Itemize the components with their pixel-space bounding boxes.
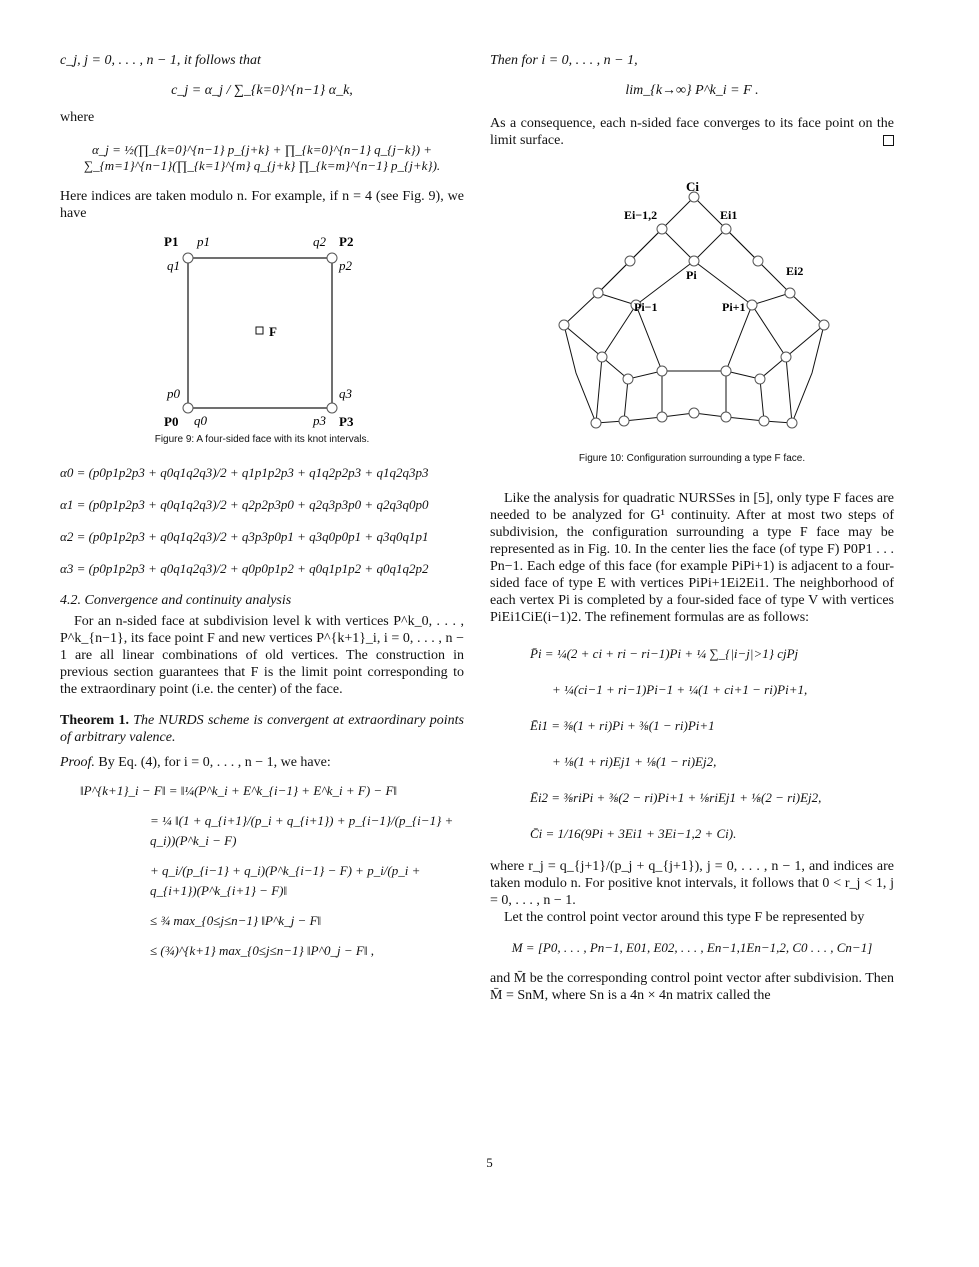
label-Ei2: Ei2 <box>786 264 804 278</box>
theorem-text: The NURDS scheme is convergent at extraordinary points of arbitrary valence. <box>60 713 464 745</box>
right-column <box>490 52 894 1004</box>
label-Pi: Pi <box>686 268 697 282</box>
theorem <box>60 712 464 746</box>
label-P3: P3 <box>339 414 354 428</box>
label-q0: q0 <box>194 413 207 428</box>
proof-eq-2: + q_i/(p_{i−1} + q_i)(P^k_{i−1} − F) + p_i/(p_i + q_{i+1})(P^k_{i+1} − F)‖ <box>150 863 421 898</box>
label-F: F <box>269 324 277 339</box>
figure-10-caption: Figure 10: Configuration surrounding a type F face. <box>578 453 806 464</box>
proof-eq-1: = ¼ ‖(1 + q_{i+1}/(p_i + q_{i+1}) + p_{i−1}/(p_{i−1} + q_i))(P^k_i − F) <box>150 813 454 848</box>
theorem-label: Theorem 1. <box>60 713 129 728</box>
intro-line: c_j, j = 0, . . . , n − 1, it follows that <box>60 53 261 68</box>
limit-equation: lim_{k→∞} P^k_i = F . <box>625 83 759 98</box>
refine-eq-2: Ēi1 = ⅜(1 + ri)Pi + ⅜(1 − ri)Pi+1 <box>530 718 715 733</box>
alpha-eq-0: α0 = (p0p1p2p3 + q0q1q2q3)/2 + q1p1p2p3 + q1q2p2p3 + q1q2q3p3 <box>60 465 429 480</box>
analysis-paragraph: Like the analysis for quadratic NURSSes in [5], only type F faces are needed to be analyzed for G¹ continuity. After at most two steps of subdivision, the configuration surrounding a type F face may be represented as in Fig. 10. In the center lies the face (of type F) P0P1 . . . Pn−1. Each edge of this face (for example PiPi+1) is adjacent to a four-sided face of type E with vertices PiPi+1Ei2Ei1. The neighborhood of each vertex Pi is completed by a four-sided face of type V with vertices PiEi1CiE(i−1)2. The refinement formulas are as follows: <box>490 491 894 625</box>
qed-box <box>883 135 894 146</box>
label-Ci: Ci <box>686 179 699 194</box>
then-text: Then for i = 0, . . . , n − 1, <box>490 53 638 68</box>
proof-label: Proof. <box>60 755 95 770</box>
refine-eq-5: C̄i = 1/16(9Pi + 3Ei1 + 3Ei−1,2 + Ci). <box>530 826 737 841</box>
label-Ei12: Ei−1,2 <box>624 208 658 222</box>
equation-cj: c_j = α_j / ∑_{k=0}^{n−1} α_k, <box>171 83 353 98</box>
section-paragraph: For an n-sided face at subdivision level k with vertices P^k_0, . . . , P^k_{n−1}, its face point F and new vertices P^{k+1}_i, i = 0, . . . , n − 1 are all linear combinations of old vertices. The construction in previous section guarantees that F is the limit point corresponding to the extraordinary point (i.e. the center) of the face. <box>60 614 464 697</box>
label-p1: p1 <box>197 234 210 249</box>
where-text: where <box>60 110 95 125</box>
left-column <box>60 52 464 969</box>
proof-eq-0: ‖P^{k+1}_i − F‖ = ‖¼(P^k_i + E^k_{i−1} + E^k_i + F) − F‖ <box>80 783 398 798</box>
proof-equations <box>60 781 464 961</box>
M-equation: M = [P0, . . . , Pn−1, E01, E02, . . . , En−1,1En−1,2, C0 . . . , Cn−1] <box>511 940 873 955</box>
label-Pim1: Pi−1 <box>634 300 658 314</box>
label-P1: P1 <box>164 234 179 249</box>
consequence-span: As a consequence, each n-sided face converges to its face point on the limit surface. <box>490 116 894 148</box>
modulo-text: Here indices are taken modulo n. For example, if n = 4 (see Fig. 9), we have <box>60 189 464 221</box>
label-q2: q2 <box>313 234 326 249</box>
refine-eq-4: Ēi2 = ⅜riPi + ⅜(2 − ri)Pi+1 + ⅛riEj1 + ⅛(2 − ri)Ej2, <box>530 790 822 805</box>
refine-eq-0: P̄i = ¼(2 + ci + ri − ri−1)Pi + ¼ ∑_{|i−j|>1} cjPj <box>530 646 799 661</box>
consequence-text <box>490 115 894 149</box>
refine-eq-3: + ⅛(1 + ri)Ej1 + ⅛(1 − ri)Ej2, <box>552 754 717 769</box>
figure-10 <box>490 177 894 447</box>
final-paragraph: and M̄ be the corresponding control point vector after subdivision. Then M̄ = SnM, where Sn is a 4n × 4n matrix called the <box>490 971 894 1003</box>
label-p2: p2 <box>339 258 352 273</box>
proof-eq-3: ≤ ¾ max_{0≤j≤n−1} ‖P^k_j − F‖ <box>150 913 322 928</box>
label-p3: p3 <box>313 413 326 428</box>
label-P0: P0 <box>164 414 179 428</box>
alpha-eq-2: α2 = (p0p1p2p3 + q0q1q2q3)/2 + q3p3p0p1 + q3q0p0p1 + q3q0q1p1 <box>60 529 429 544</box>
alpha-equations <box>60 463 464 579</box>
label-q3: q3 <box>339 386 352 401</box>
where-rj-paragraph: where r_j = q_{j+1}/(p_j + q_{j+1}), j = 0, . . . , n − 1, and indices are taken modulo n. For positive knot intervals, it follows that 0 < r_j < 1, j = 0, . . . , n − 1. <box>490 859 894 908</box>
label-p0: p0 <box>167 386 180 401</box>
label-Ei1: Ei1 <box>720 208 738 222</box>
section-heading: 4.2. Convergence and continuity analysis <box>60 593 292 608</box>
proof-intro <box>60 754 464 771</box>
alpha-eq-3: α3 = (p0p1p2p3 + q0q1q2q3)/2 + q0p0p1p2 + q0q1p1p2 + q0q1q2p2 <box>60 561 429 576</box>
proof-eq-4: ≤ (¾)^{k+1} max_{0≤j≤n−1} ‖P^0_j − F‖ , <box>150 943 374 958</box>
proof-text: By Eq. (4), for i = 0, . . . , n − 1, we have: <box>98 755 331 770</box>
refinement-equations <box>490 644 894 844</box>
figure-9 <box>60 228 464 428</box>
page-number: 5 <box>486 1155 493 1170</box>
alpha-eq-1: α1 = (p0p1p2p3 + q0q1q2q3)/2 + q2p2p3p0 + q2q3p3p0 + q2q3q0p0 <box>60 497 429 512</box>
label-P2: P2 <box>339 234 354 249</box>
equation-alpha: α_j = ½(∏_{k=0}^{n−1} p_{j+k} + ∏_{k=0}^{n−1} q_{j−k}) + ∑_{m=1}^{n−1}(∏_{k=1}^{m} q_{j+k} ∏_{k=m}^{n−1} p_{j+k}). <box>83 142 441 173</box>
figure-9-caption: Figure 9: A four-sided face with its knot intervals. <box>154 434 370 445</box>
label-q1: q1 <box>167 258 180 273</box>
label-Pip1: Pi+1 <box>722 300 746 314</box>
control-paragraph: Let the control point vector around this type F be represented by <box>504 910 865 925</box>
refine-eq-1: + ¼(ci−1 + ri−1)Pi−1 + ¼(1 + ci+1 − ri)Pi+1, <box>552 682 808 697</box>
